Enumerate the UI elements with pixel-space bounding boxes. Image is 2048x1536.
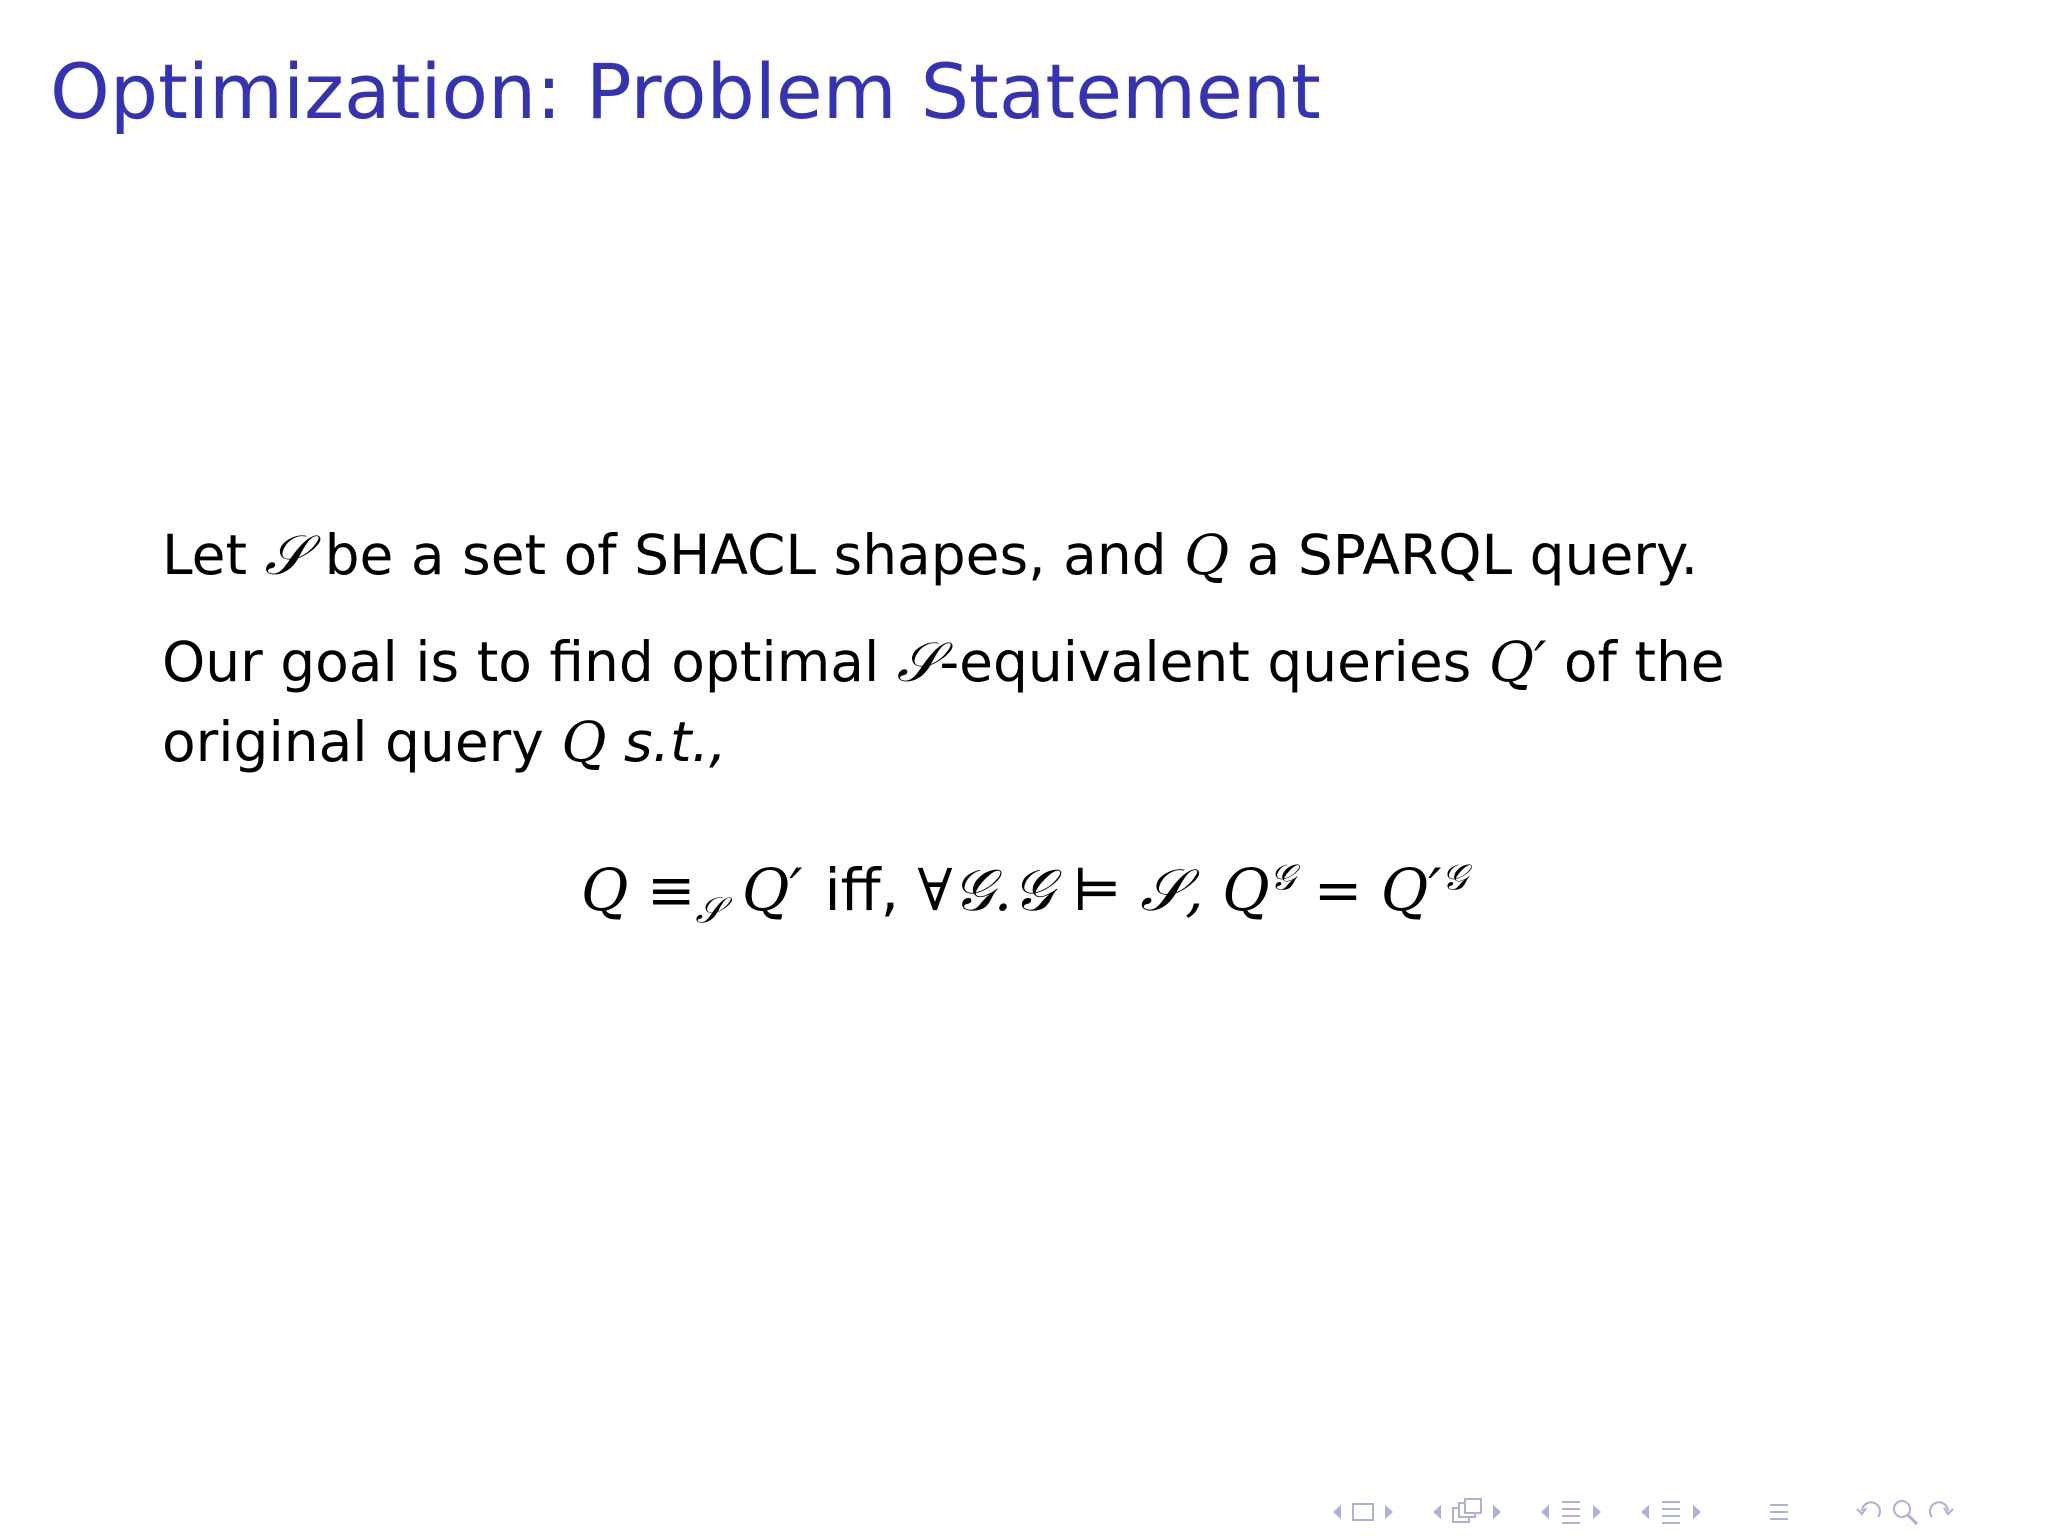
math-Q-prime: Q′ bbox=[1488, 630, 1547, 694]
section-icon[interactable] bbox=[1558, 1496, 1584, 1528]
text: a SPARQL query. bbox=[1229, 523, 1699, 587]
section-icon[interactable] bbox=[1658, 1496, 1684, 1528]
eq-equiv: ≡ bbox=[646, 856, 696, 924]
text: Our goal is to find optimal bbox=[162, 630, 897, 694]
eq-Q-prime: Q′ bbox=[1380, 856, 1442, 924]
frame-title: Optimization: Problem Statement bbox=[50, 47, 1321, 136]
text-st: s.t., bbox=[623, 710, 727, 774]
eq-Q: Q bbox=[1222, 856, 1270, 924]
forward-icon[interactable] bbox=[1926, 1496, 1956, 1528]
text: be a set of SHACL shapes, and bbox=[307, 523, 1185, 587]
paragraph-goal bbox=[162, 622, 1902, 782]
back-icon[interactable] bbox=[1854, 1496, 1884, 1528]
arrow-left-icon[interactable] bbox=[1638, 1496, 1652, 1528]
text: of the original query bbox=[162, 630, 1725, 774]
eq-Q-sup: 𝒢 bbox=[1269, 857, 1296, 899]
frame-icon[interactable] bbox=[1350, 1496, 1376, 1528]
beamer-navigation bbox=[1330, 1492, 1956, 1532]
arrow-right-icon[interactable] bbox=[1590, 1496, 1604, 1528]
arrow-right-icon[interactable] bbox=[1382, 1496, 1396, 1528]
math-S: 𝒮 bbox=[896, 630, 940, 694]
eq-models: ⊨ bbox=[1071, 856, 1122, 924]
paragraph-definition bbox=[162, 515, 1902, 595]
eq-equiv-sub: 𝒮 bbox=[695, 890, 724, 932]
math-Q: Q bbox=[561, 710, 607, 774]
math-Q: Q bbox=[1184, 523, 1230, 587]
subsection-icon[interactable] bbox=[1450, 1496, 1484, 1528]
math-S: 𝒮 bbox=[264, 523, 308, 587]
eq-S: 𝒮, bbox=[1140, 856, 1204, 924]
eq-forall: ∀𝒢.𝒢 bbox=[917, 856, 1054, 924]
eq-Q-prime-sup: 𝒢 bbox=[1441, 857, 1468, 899]
slide-body bbox=[162, 515, 1902, 809]
arrow-left-icon[interactable] bbox=[1330, 1496, 1344, 1528]
text: -equivalent queries bbox=[939, 630, 1489, 694]
eq-lhs: Q bbox=[580, 856, 629, 924]
text: Let bbox=[162, 523, 265, 587]
eq-iff: iff, bbox=[824, 856, 900, 924]
arrow-left-icon[interactable] bbox=[1538, 1496, 1552, 1528]
arrow-right-icon[interactable] bbox=[1690, 1496, 1704, 1528]
arrow-left-icon[interactable] bbox=[1430, 1496, 1444, 1528]
display-equation bbox=[0, 850, 2048, 930]
arrow-right-icon[interactable] bbox=[1490, 1496, 1504, 1528]
search-icon[interactable] bbox=[1890, 1496, 1920, 1528]
eq-equals: = bbox=[1313, 856, 1363, 924]
eq-rhs: Q′ bbox=[741, 856, 803, 924]
align-icon[interactable] bbox=[1766, 1496, 1792, 1528]
